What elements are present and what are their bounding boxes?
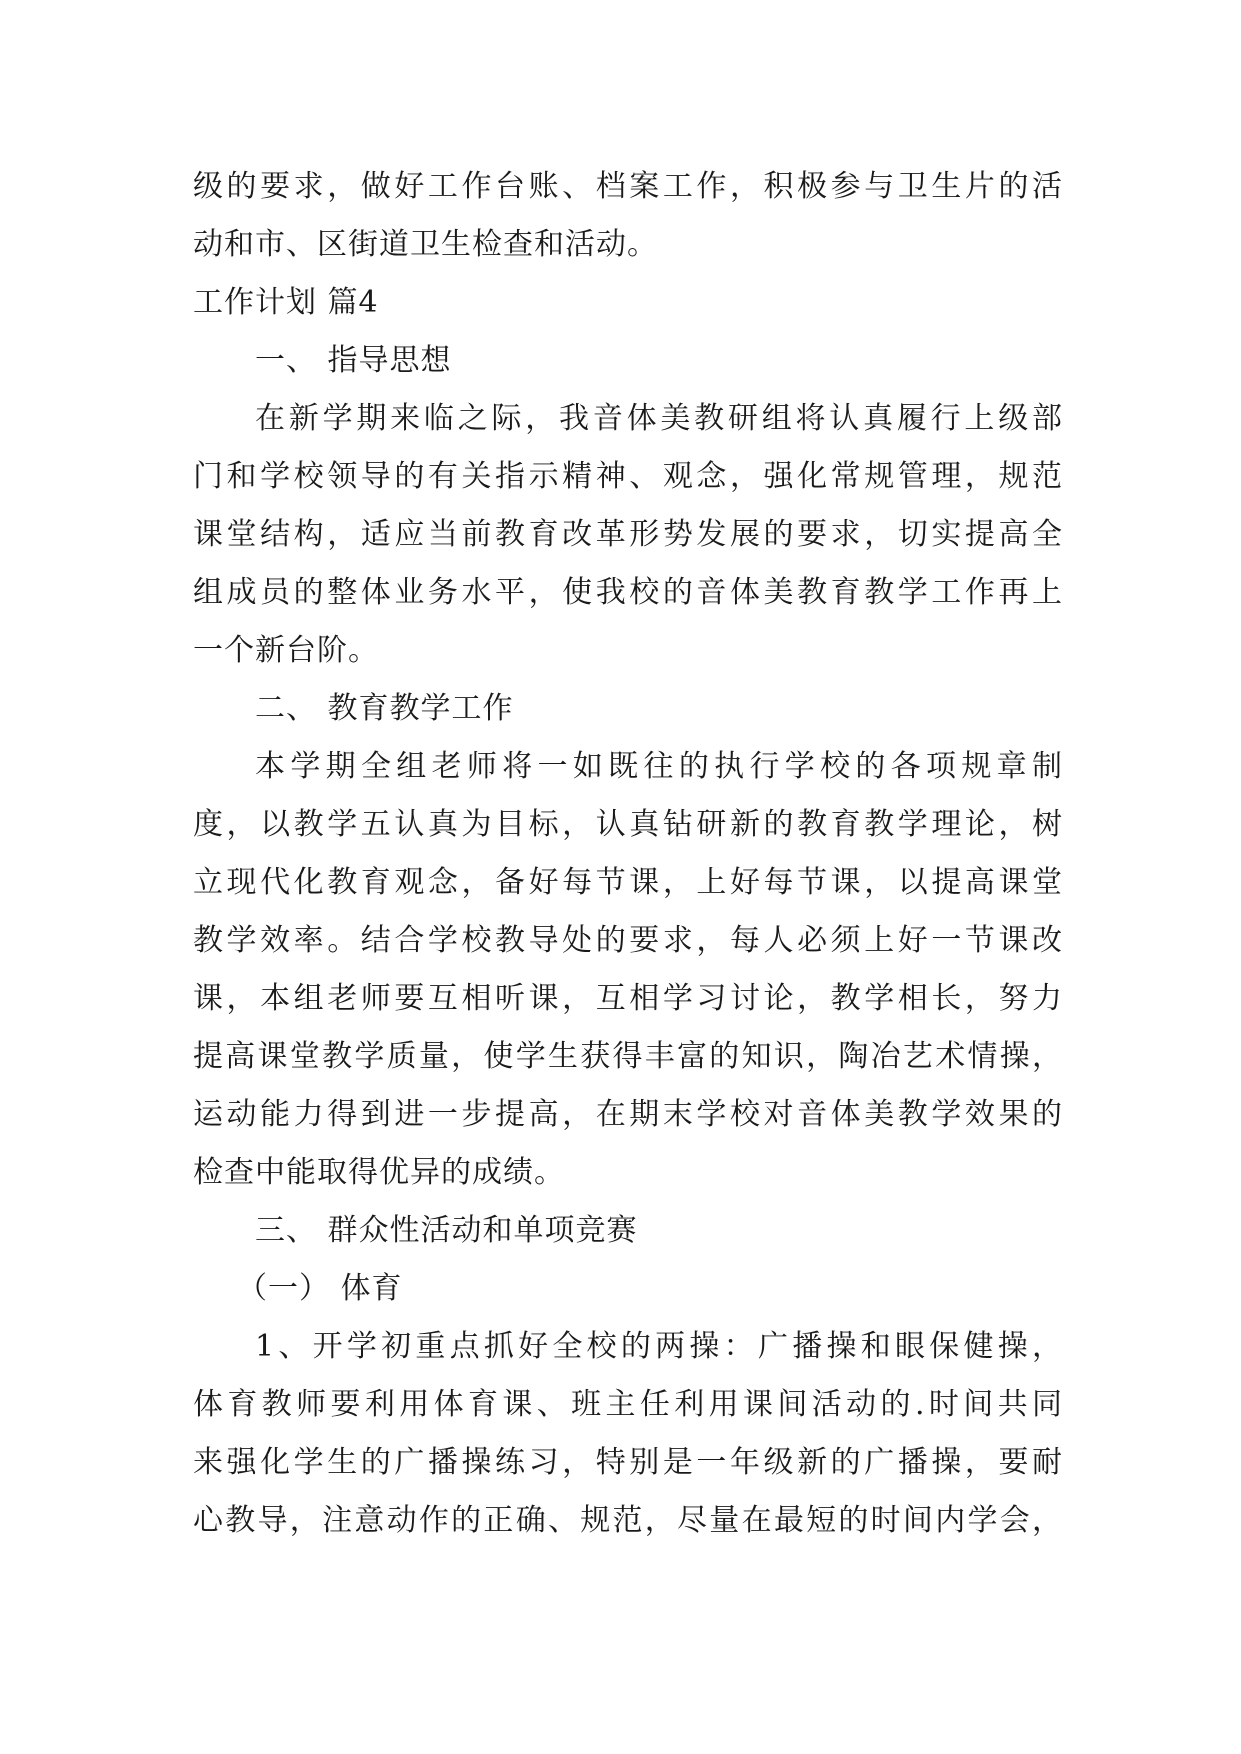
section-heading: 二、 教育教学工作 [255, 691, 514, 726]
paragraph-line: 动和市、区街道卫生检查和活动。 [193, 227, 658, 262]
paragraph-line: 度，以教学五认真为目标，认真钻研新的教育教学理论，树 [193, 807, 1063, 842]
section-heading: 一、 指导思想 [255, 343, 452, 378]
paragraph-line: 提高课堂教学质量，使学生获得丰富的知识，陶冶艺术情操， [193, 1039, 1063, 1074]
paragraph-line: 运动能力得到进一步提高，在期末学校对音体美教学效果的 [193, 1097, 1063, 1132]
paragraph-line: 在新学期来临之际，我音体美教研组将认真履行上级部 [255, 401, 1063, 436]
paragraph-line: 教学效率。结合学校教导处的要求，每人必须上好一节课改 [193, 923, 1063, 958]
paragraph-line: 来强化学生的广播操练习，特别是一年级新的广播操，要耐 [193, 1445, 1063, 1480]
paragraph-line: 级的要求，做好工作台账、档案工作，积极参与卫生片的活 [193, 169, 1063, 204]
paragraph-line: 一个新台阶。 [193, 633, 379, 668]
paragraph-line: 立现代化教育观念，备好每节课，上好每节课，以提高课堂 [193, 865, 1063, 900]
section-heading: 三、 群众性活动和单项竞赛 [255, 1213, 638, 1248]
document-body [193, 158, 1063, 1550]
paragraph-line: 本学期全组老师将一如既往的执行学校的各项规章制 [255, 749, 1063, 784]
paragraph-line: 心教导，注意动作的正确、规范，尽量在最短的时间内学会， [193, 1503, 1063, 1538]
paragraph-line: 门和学校领导的有关指示精神、观念，强化常规管理，规范 [193, 459, 1063, 494]
paragraph-line: 课，本组老师要互相听课，互相学习讨论，教学相长，努力 [193, 981, 1063, 1016]
subsection-heading: （一） 体育 [237, 1271, 403, 1306]
article-heading: 工作计划 篇4 [193, 285, 379, 320]
paragraph-line: 课堂结构，适应当前教育改革形势发展的要求，切实提高全 [193, 517, 1063, 552]
paragraph-line: 组成员的整体业务水平，使我校的音体美教育教学工作再上 [193, 575, 1063, 610]
paragraph-line: 检查中能取得优异的成绩。 [193, 1155, 565, 1190]
paragraph-line: 1、开学初重点抓好全校的两操：广播操和眼保健操， [255, 1329, 1063, 1364]
paragraph-line: 体育教师要利用体育课、班主任利用课间活动的.时间共同 [193, 1387, 1063, 1422]
